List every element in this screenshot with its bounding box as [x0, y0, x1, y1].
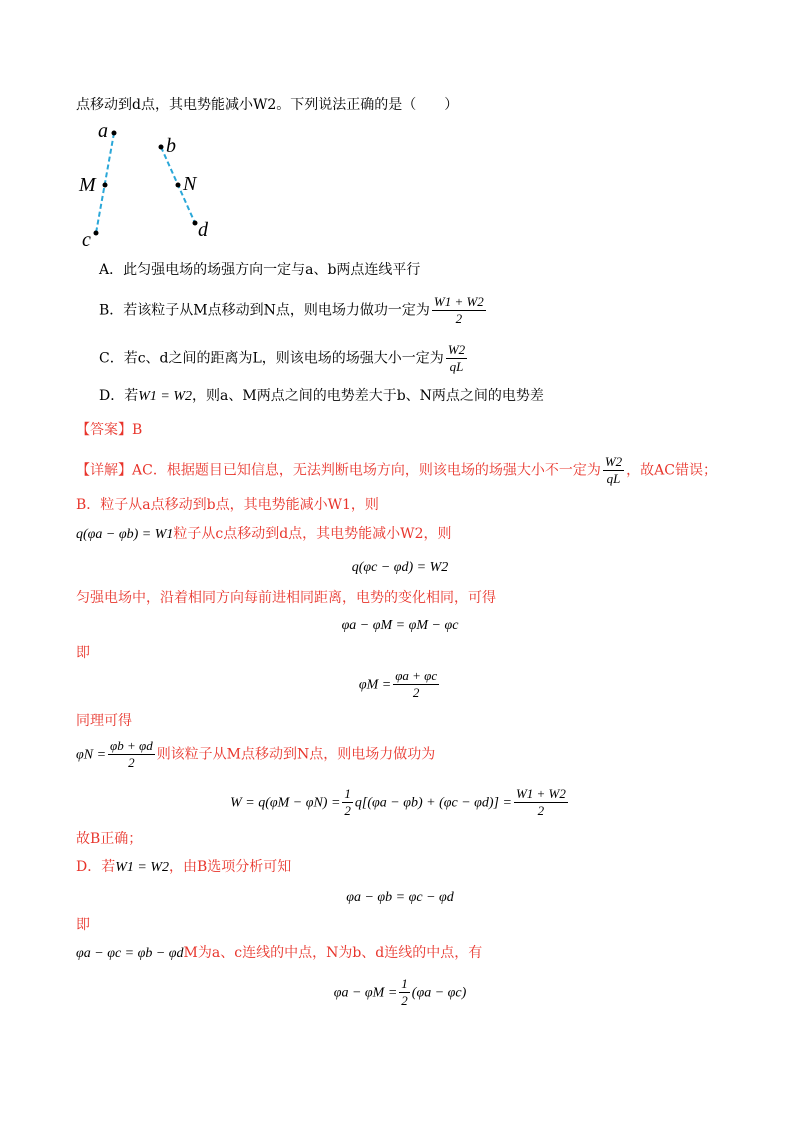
- d-post: ，由B选项分析可知: [169, 859, 292, 875]
- analysis-l1-text: 【详解】AC．根据题目已知信息，无法判断电场方向，则该电场的场强大小不一定为: [76, 462, 601, 479]
- label-b: b: [166, 135, 176, 157]
- point-b: [159, 145, 164, 150]
- option-b: [99, 294, 488, 327]
- equation-4: [0, 786, 800, 819]
- option-c-text: C．若c、d之间的距离为L，则该电场的场强大小一定为: [99, 350, 444, 367]
- equation-3: [0, 668, 800, 701]
- l6-math: φa − φc = φb − φd: [76, 946, 184, 961]
- option-d-post: ，则a、M两点之间的电势差大于b、N两点之间的电势差: [192, 388, 544, 404]
- d-pre: D．若: [76, 859, 116, 875]
- option-a: A．此匀强电场的场强方向一定与a、b两点连线平行: [99, 262, 421, 278]
- analysis-line-2: B．粒子从a点移动到b点，其电势能减小W1，则: [76, 497, 379, 513]
- analysis-line-5: [76, 738, 435, 771]
- option-c-den: qL: [449, 359, 464, 374]
- eq3-num: φa + φc: [395, 668, 438, 683]
- eq4-part-a: W = q(φM − φN) =: [230, 795, 341, 811]
- point-a: [112, 131, 117, 136]
- eq6-lhs: φa − φM =: [333, 985, 398, 1001]
- eq6-den: 2: [401, 993, 408, 1008]
- eq6-rhs: (φa − φc): [411, 985, 467, 1001]
- label-c: c: [82, 229, 91, 248]
- l5-num: φb + φd: [110, 738, 153, 753]
- eq4-half-num: 1: [344, 786, 351, 801]
- point-N: [176, 183, 181, 188]
- equation-6: [0, 976, 800, 1009]
- option-b-den: 2: [455, 311, 463, 326]
- equation-2: φa − φM = φM − φc: [341, 618, 459, 633]
- eq3-fraction: [393, 668, 439, 701]
- l5-den: 2: [128, 755, 135, 770]
- eq4-fraction: [514, 786, 568, 819]
- analysis-line-1: [76, 454, 717, 487]
- option-d-pre: D．若: [99, 388, 139, 404]
- point-M: [103, 183, 108, 188]
- eq4-den: 2: [537, 803, 545, 818]
- label-M: M: [79, 174, 96, 196]
- equation-5: φa − φb = φc − φd: [346, 890, 454, 905]
- label-N: N: [183, 173, 197, 195]
- analysis-l1-fraction: [603, 454, 624, 487]
- option-d: [99, 386, 544, 407]
- answer-line: 【答案】B: [76, 422, 143, 438]
- eq4-half: [342, 786, 353, 819]
- label-d: d: [198, 219, 208, 241]
- ji-label-1: 即: [76, 645, 90, 661]
- l6-text: M为a、c连线的中点，N为b、d连线的中点，有: [183, 945, 483, 961]
- eq4-part-b: q[(φa − φb) + (φc − φd)] =: [354, 795, 512, 811]
- eq4-half-den: 2: [344, 803, 351, 818]
- ji-label-2: 即: [76, 917, 90, 933]
- l5-fraction: [108, 738, 155, 771]
- field-diagram: [70, 118, 230, 248]
- l5-text: 则该粒子从M点移动到N点，则电场力做功为: [156, 746, 436, 763]
- eq4-num: W1 + W2: [515, 786, 566, 801]
- option-b-fraction: [432, 294, 486, 327]
- tongli-label: 同理可得: [76, 713, 132, 729]
- analysis-line-3: [76, 524, 451, 545]
- gu-b-line: 故B正确；: [76, 831, 143, 847]
- analysis-l3-math: q(φa − φb) = W1: [76, 527, 174, 542]
- option-c-fraction: [446, 342, 467, 375]
- eq3-den: 2: [412, 685, 420, 700]
- option-b-text: B．若该粒子从M点移动到N点，则电场力做功一定为: [99, 302, 430, 319]
- eq3-lhs: φM =: [358, 677, 392, 693]
- point-d: [193, 221, 198, 226]
- option-d-eq: W1 = W2: [138, 389, 193, 404]
- analysis-line-4: 匀强电场中，沿着相同方向每前进相同距离，电势的变化相同，可得: [76, 590, 496, 606]
- d-eq: W1 = W2: [115, 860, 170, 875]
- option-c: [99, 342, 469, 375]
- analysis-line-6: [76, 943, 482, 964]
- option-b-num: W1 + W2: [433, 294, 484, 309]
- analysis-l1-num: W2: [604, 454, 623, 469]
- eq6-half: [399, 976, 410, 1009]
- analysis-l3-text: 粒子从c点移动到d点，其电势能减小W2，则: [173, 526, 452, 542]
- equation-1: q(φc − φd) = W2: [351, 560, 449, 575]
- question-stem: 点移动到d点，其电势能减小W2。下列说法正确的是（ ）: [76, 97, 459, 113]
- point-c: [94, 231, 99, 236]
- eq6-num: 1: [401, 976, 408, 991]
- label-a: a: [98, 120, 108, 142]
- l5-lhs: φN =: [76, 747, 107, 763]
- analysis-line-d: [76, 857, 291, 878]
- option-c-num: W2: [447, 342, 466, 357]
- analysis-l1-den: qL: [606, 471, 621, 486]
- analysis-l1-post: ，故AC错误；: [626, 462, 717, 479]
